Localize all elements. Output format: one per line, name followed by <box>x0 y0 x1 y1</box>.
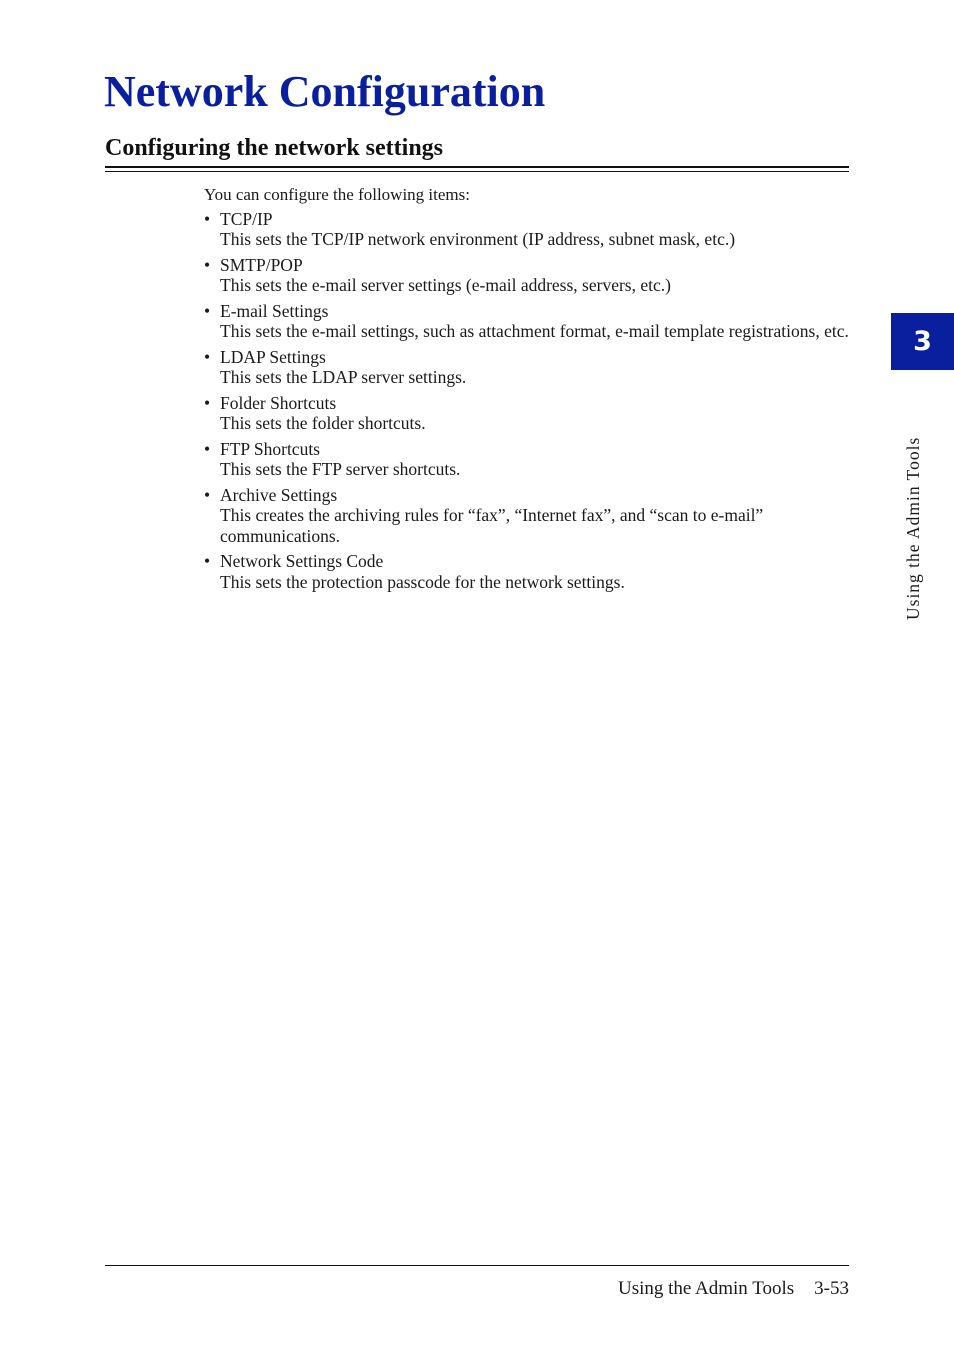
item-description: This sets the FTP server shortcuts. <box>220 459 461 479</box>
item-description: This creates the archiving rules for “fax”, “Internet fax”, and “scan to e-mail” communications. <box>220 505 764 546</box>
footer-divider <box>105 1265 849 1266</box>
bullet: • <box>204 551 211 571</box>
list-item <box>204 393 854 434</box>
list-item <box>204 485 854 547</box>
bullet: • <box>204 438 211 459</box>
item-name: E-mail Settings <box>220 300 329 321</box>
item-description: This sets the folder shortcuts. <box>220 413 426 433</box>
chapter-tab: 3 <box>891 313 954 370</box>
section-title: Configuring the network settings <box>105 135 444 161</box>
bullet: • <box>204 346 211 367</box>
item-description: This sets the protection passcode for the network settings. <box>220 571 625 592</box>
page-number: 3-53 <box>814 1278 849 1299</box>
list-item <box>204 347 854 388</box>
footer-chapter-label: Using the Admin Tools <box>617 1278 795 1299</box>
item-name: SMTP/POP <box>220 254 303 275</box>
item-description: This sets the e-mail server settings (e-mail address, servers, etc.) <box>220 275 671 295</box>
item-description: This sets the e-mail settings, such as attachment format, e-mail template registrations, etc. <box>220 321 849 341</box>
chapter-side-label: Using the Admin Tools <box>903 436 923 620</box>
list-item <box>204 255 854 296</box>
list-item <box>204 301 854 342</box>
section-divider <box>105 166 849 172</box>
settings-list <box>204 209 854 593</box>
bullet: • <box>204 484 211 505</box>
page-footer <box>618 1277 849 1301</box>
item-description: This sets the TCP/IP network environment (IP address, subnet mask, etc.) <box>220 229 736 249</box>
item-description: This sets the LDAP server settings. <box>220 367 467 387</box>
section-content <box>204 185 854 597</box>
bullet: • <box>204 208 211 229</box>
page-title: Network Configuration <box>104 67 546 116</box>
bullet: • <box>204 392 211 413</box>
item-name: Archive Settings <box>220 484 338 505</box>
list-item <box>204 439 854 480</box>
intro-text: You can configure the following items: <box>204 185 470 204</box>
item-name: Network Settings Code <box>220 551 384 571</box>
bullet: • <box>204 300 211 321</box>
list-item <box>204 551 854 592</box>
item-name: Folder Shortcuts <box>220 392 337 413</box>
item-name: LDAP Settings <box>220 346 326 367</box>
bullet: • <box>204 254 211 275</box>
list-item <box>204 209 854 250</box>
item-name: FTP Shortcuts <box>220 438 320 459</box>
item-name: TCP/IP <box>220 208 273 229</box>
